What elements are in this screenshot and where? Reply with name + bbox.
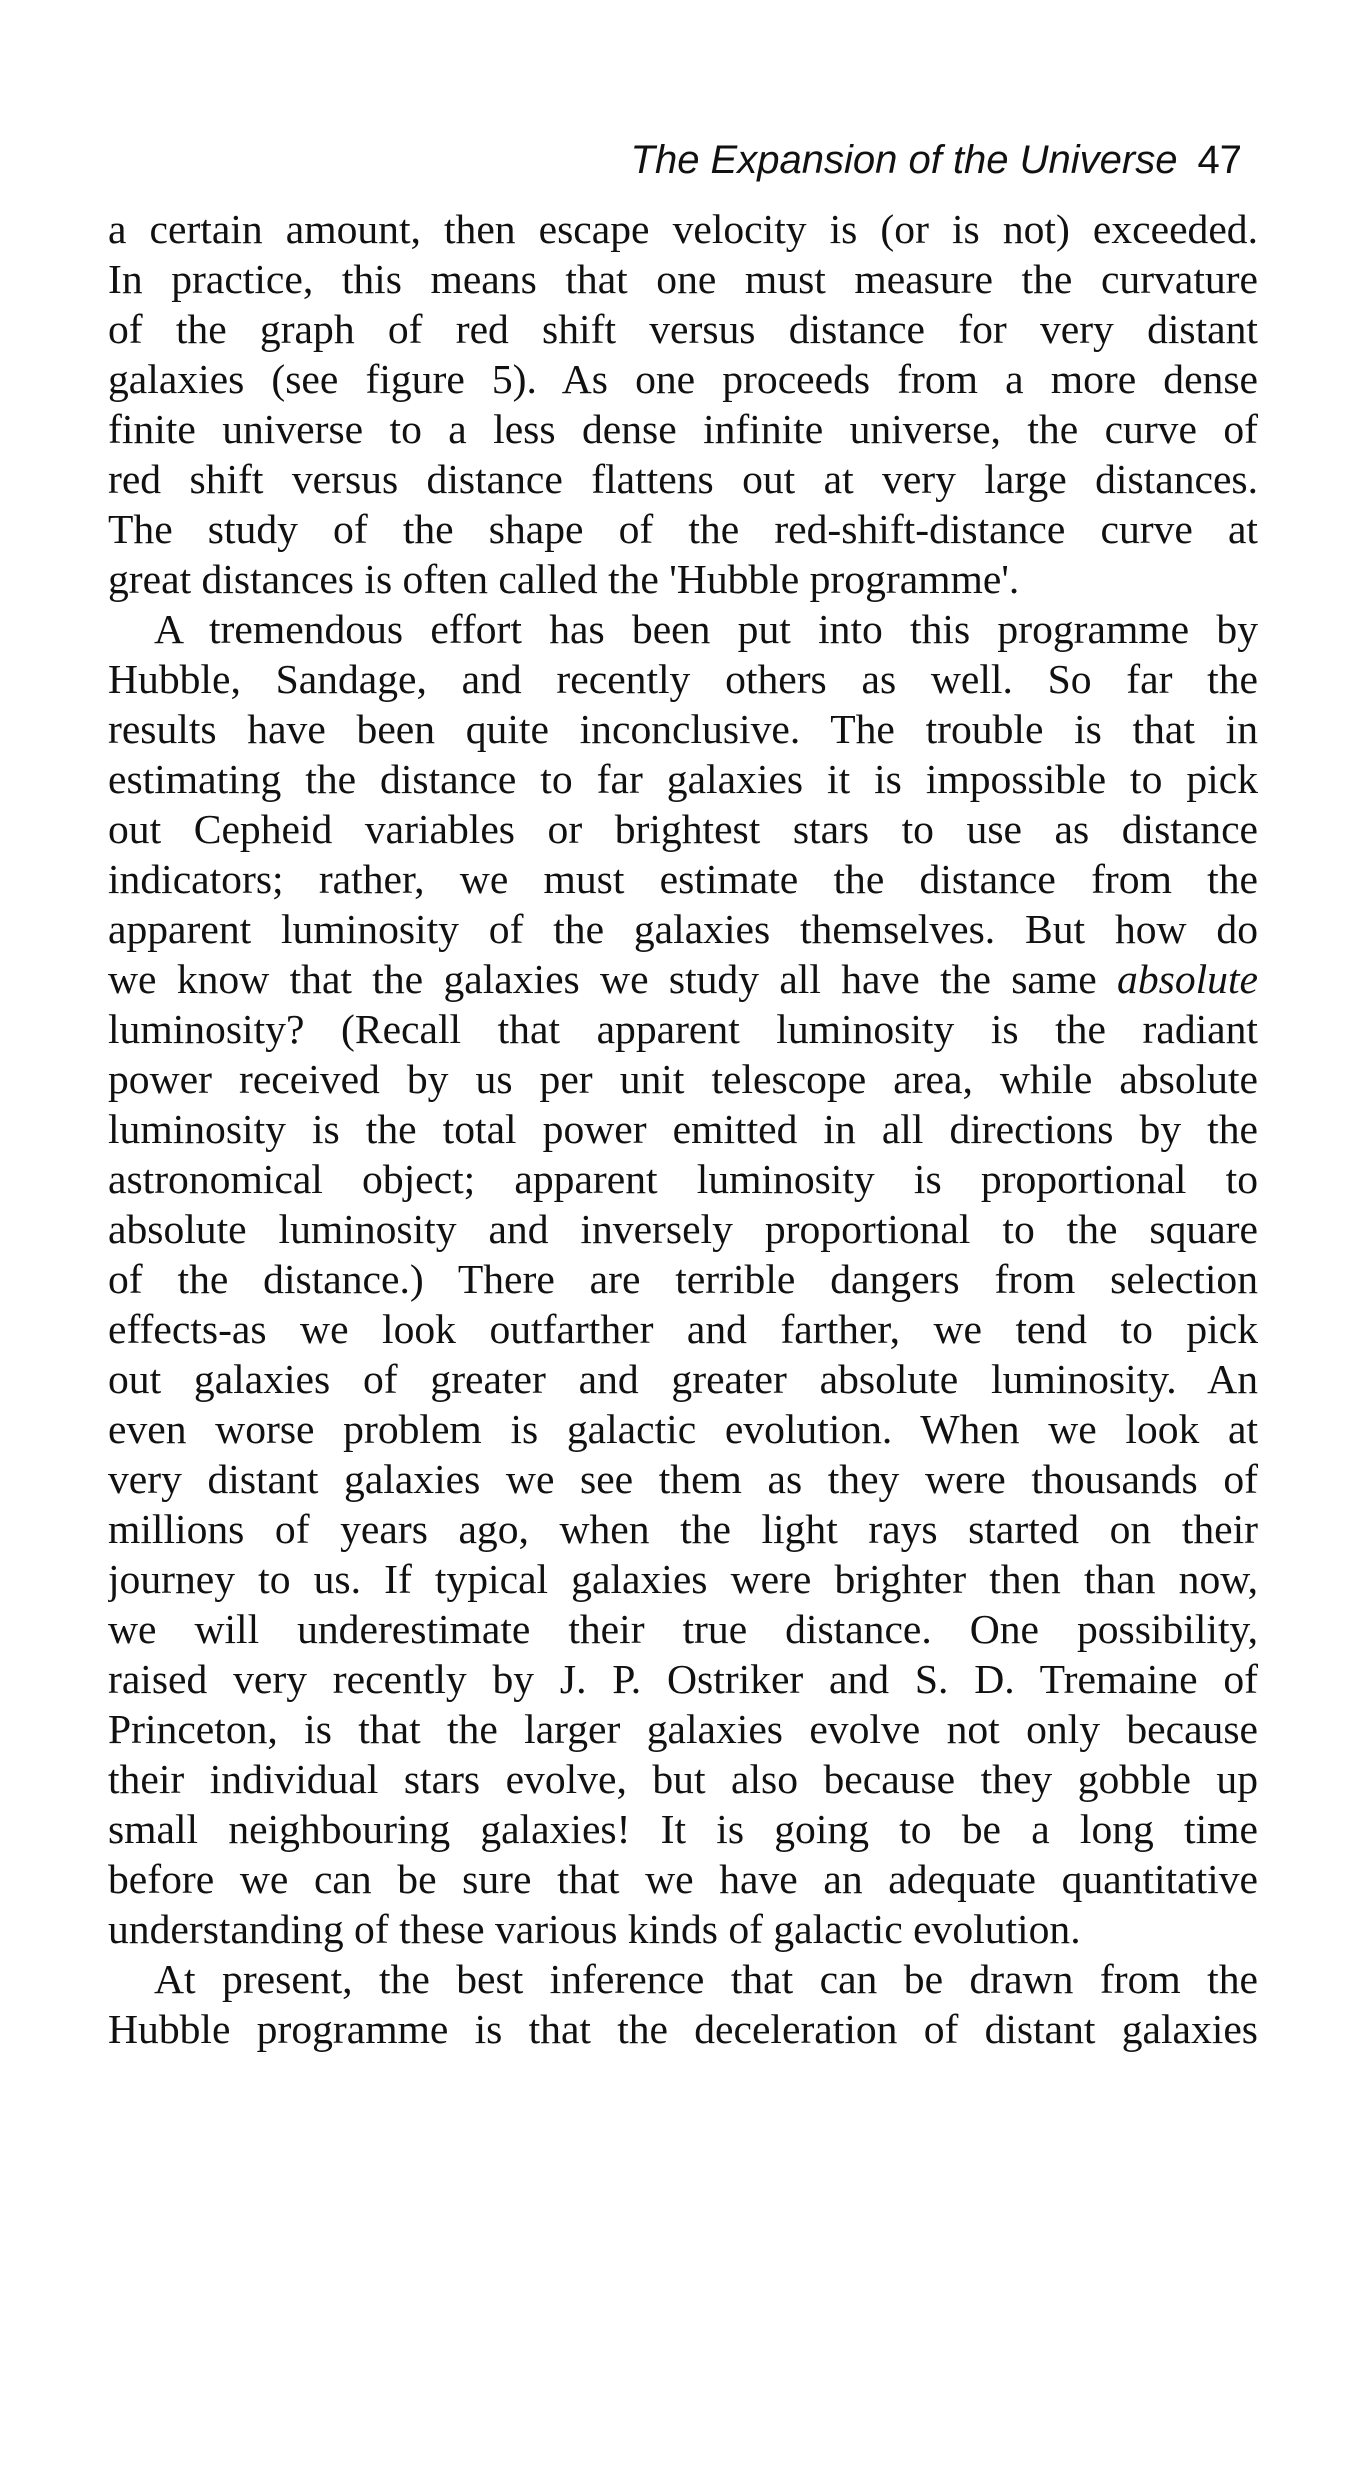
text-line: The study of the shape of the red-shift-distance curve at [108, 506, 1258, 552]
text-line: astronomical object; apparent luminosity is proportional to [108, 1156, 1258, 1202]
text-line: great distances is often called the 'Hubble programme'. [108, 556, 1020, 602]
chapter-title: The Expansion of the Universe [630, 138, 1178, 182]
running-head [108, 140, 1258, 180]
text-line: very distant galaxies we see them as they were thousands of [108, 1456, 1258, 1502]
text-line: effects-as we look outfarther and farther, we tend to pick [108, 1306, 1258, 1352]
text-line: In practice, this means that one must measure the curvature [108, 256, 1258, 302]
body-text [108, 204, 1258, 2054]
text-line: raised very recently by J. P. Ostriker and S. D. Tremaine of [108, 1656, 1258, 1702]
text-line: power received by us per unit telescope area, while absolute [108, 1056, 1258, 1102]
italic-word: absolute [1117, 956, 1258, 1002]
text-line: Princeton, is that the larger galaxies evolve not only because [108, 1706, 1258, 1752]
text-line: out Cepheid variables or brightest stars to use as distance [108, 806, 1258, 852]
text-line: luminosity? (Recall that apparent luminosity is the radiant [108, 1006, 1258, 1052]
text-line: galaxies (see figure 5). As one proceeds from a more dense [108, 356, 1258, 402]
text-line: estimating the distance to far galaxies it is impossible to pick [108, 756, 1258, 802]
text-line: of the graph of red shift versus distance for very distant [108, 306, 1258, 352]
text-line: luminosity is the total power emitted in all directions by the [108, 1106, 1258, 1152]
text-line: understanding of these various kinds of galactic evolution. [108, 1906, 1081, 1952]
text-line: Hubble programme is that the deceleration of distant galaxies [108, 2006, 1258, 2052]
text-line: A tremendous effort has been put into this programme by [154, 606, 1258, 652]
paragraph-2 [108, 604, 1258, 1954]
text-line: even worse problem is galactic evolution. When we look at [108, 1406, 1258, 1452]
text-line: Hubble, Sandage, and recently others as well. So far the [108, 656, 1258, 702]
text-line: of the distance.) There are terrible dangers from selection [108, 1256, 1258, 1302]
text-line: apparent luminosity of the galaxies themselves. But how do [108, 906, 1258, 952]
text-line: finite universe to a less dense infinite universe, the curve of [108, 406, 1258, 452]
text-line: millions of years ago, when the light rays started on their [108, 1506, 1258, 1552]
text-line: journey to us. If typical galaxies were brighter then than now, [108, 1556, 1258, 1602]
text-line: we will underestimate their true distance. One possibility, [108, 1606, 1258, 1652]
text-line: before we can be sure that we have an adequate quantitative [108, 1856, 1258, 1902]
text-line: small neighbouring galaxies! It is going to be a long time [108, 1806, 1258, 1852]
text-line: absolute luminosity and inversely proportional to the square [108, 1206, 1258, 1252]
paragraph-3 [108, 1954, 1258, 2054]
text-segment: we know that the galaxies we study all have the same [108, 956, 1118, 1002]
text-line: out galaxies of greater and greater absolute luminosity. An [108, 1356, 1258, 1402]
text-line: At present, the best inference that can be drawn from the [154, 1956, 1258, 2002]
book-page [108, 140, 1258, 2054]
paragraph-1 [108, 204, 1258, 604]
text-line-with-italic [108, 954, 1258, 1004]
text-line: their individual stars evolve, but also because they gobble up [108, 1756, 1258, 1802]
text-line: red shift versus distance flattens out at very large distances. [108, 456, 1258, 502]
text-line: a certain amount, then escape velocity is (or is not) exceeded. [108, 206, 1258, 252]
text-line: results have been quite inconclusive. The trouble is that in [108, 706, 1258, 752]
page-number: 47 [1197, 138, 1242, 182]
text-line: indicators; rather, we must estimate the distance from the [108, 856, 1258, 902]
